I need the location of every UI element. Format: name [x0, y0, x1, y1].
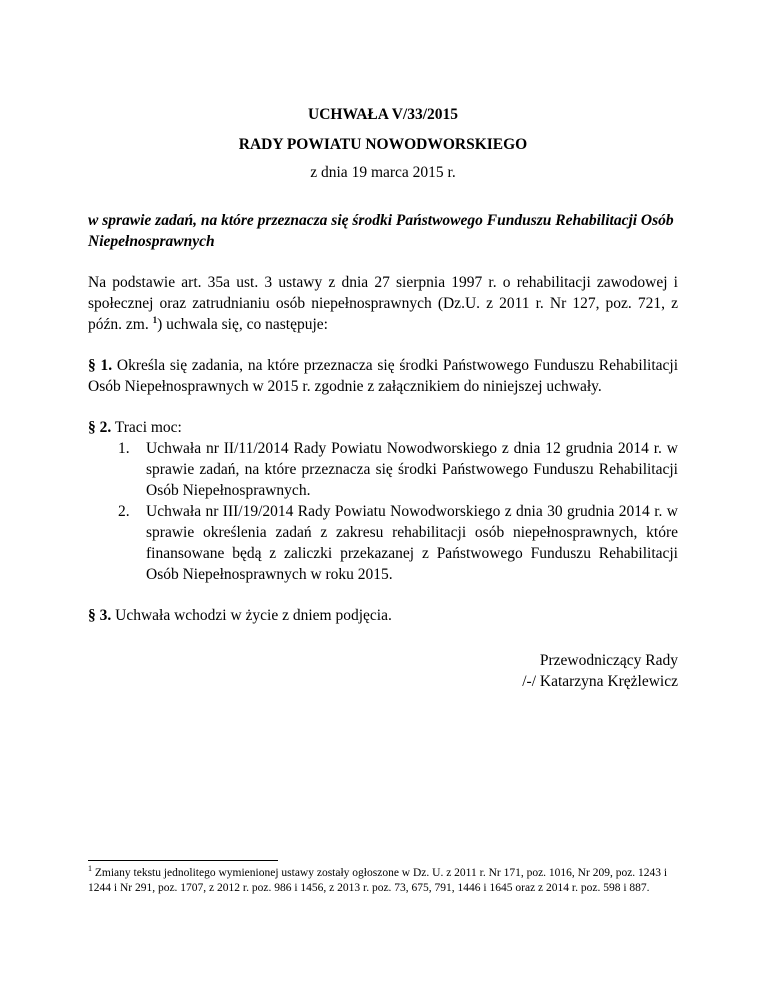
signature-role: Przewodniczący Rady: [539, 652, 678, 669]
list-item-number: 2.: [118, 503, 130, 520]
resolution-title: UCHWAŁA V/33/2015: [308, 106, 458, 123]
footnote-marker: 1: [88, 864, 92, 874]
section-3-text: Uchwała wchodzi w życie z dniem podjęcia.: [111, 607, 392, 624]
resolution-subject: w sprawie zadań, na które przeznacza się środki Państwowego Funduszu Rehabilitacji Osób Niepełnosprawnych: [88, 212, 674, 250]
list-item-text: Uchwała nr II/11/2014 Rady Powiatu Nowodworskiego z dnia 12 grudnia 2014 r. w sprawie zadań, na które przeznacza się środki Państwowego Funduszu Rehabilitacji Osób Niepełnosprawnych.: [146, 440, 678, 499]
section-2-number: § 2.: [88, 419, 112, 436]
council-name: RADY POWIATU NOWODWORSKIEGO: [238, 136, 528, 153]
list-item: [88, 501, 678, 585]
preamble: [88, 272, 678, 335]
section-3-number: § 3.: [88, 607, 112, 624]
footnote-text: Zmiany tekstu jednolitego wymienionej ustawy zostały ogłoszone w Dz. U. z 2011 r. Nr 171, poz. 1016, Nr 209, poz. 1243 i 1244 i Nr 291, poz. 1707, z 2012 r. poz. 986 i 1456, z 2013 r. poz. 73, 675, 791, 1446 i 1645 oraz z 2014 r. poz. 598 i 887.: [88, 867, 668, 894]
section-1-text: Określa się zadania, na które przeznacza się środki Państwowego Funduszu Rehabilitacji Osób Niepełnosprawnych w 2015 r. zgodnie z załącznikiem do niniejszej uchwały.: [88, 357, 679, 395]
resolution-date: z dnia 19 marca 2015 r.: [310, 164, 456, 181]
footnote-separator: [88, 860, 278, 861]
signature-block: [88, 650, 678, 692]
preamble-text: Na podstawie art. 35a ust. 3 ustawy z dnia 27 sierpnia 1997 r. o rehabilitacji zawodowej i społecznej oraz zatrudnianiu osób niepełnosprawnych (Dz.U. z 2011 r. Nr 127, poz. 721, z późn. zm.: [88, 274, 678, 333]
preamble-text-end: ) uchwala się, co następuje:: [157, 316, 328, 333]
section-2-text: Traci moc:: [111, 419, 182, 436]
list-item-text: Uchwała nr III/19/2014 Rady Powiatu Nowodworskiego z dnia 30 grudnia 2014 r. w sprawie określenia zadań z zakresu rehabilitacji osób niepełnosprawnych, które finansowane będą z zaliczki przekazanej z Państwowego Funduszu Rehabilitacji Osób Niepełnosprawnych w roku 2015.: [146, 503, 678, 583]
section-3: [88, 605, 678, 626]
list-item: [88, 438, 678, 501]
section-1: [88, 355, 678, 397]
signature-name: /-/ Katarzyna Krężlewicz: [522, 673, 678, 690]
section-2: [88, 417, 678, 585]
list-item-number: 1.: [118, 440, 130, 457]
footnote: [88, 866, 678, 896]
document-page: [88, 100, 678, 692]
section-1-number: § 1.: [88, 357, 113, 374]
footnote-reference: 1: [152, 314, 158, 325]
repealed-resolutions-list: [88, 438, 678, 585]
